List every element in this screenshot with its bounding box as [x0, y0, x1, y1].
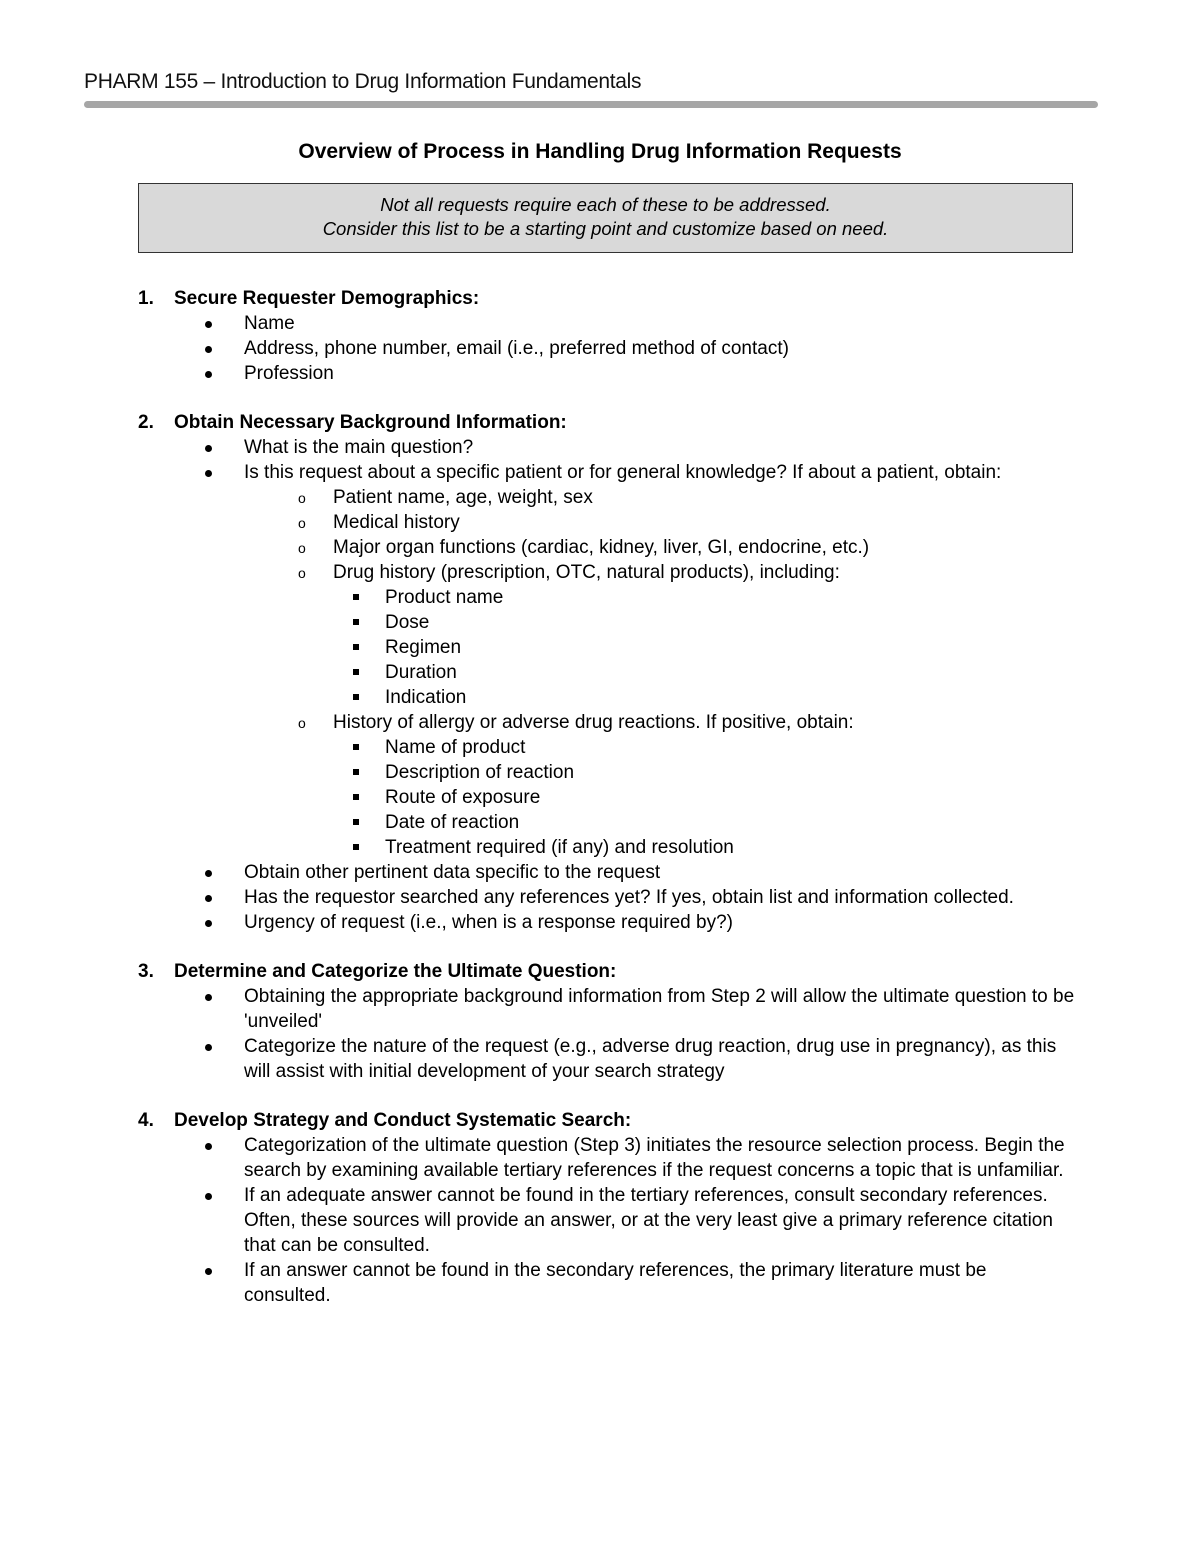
bullet-icon	[205, 1143, 212, 1150]
bullet-icon	[205, 895, 212, 902]
list-item: Categorization of the ultimate question (Step 3) initiates the resource selection process. Begin the search by examining available tertiary references if the request concerns a topic that is unfamiliar.	[138, 1133, 1078, 1183]
section-4	[138, 1108, 1078, 1308]
list-item: If an answer cannot be found in the secondary references, the primary literature must be consulted.	[138, 1258, 1078, 1308]
bullet-icon	[205, 1044, 212, 1051]
section-heading	[138, 1108, 1078, 1133]
bullet-icon	[205, 445, 212, 452]
section-heading	[138, 286, 1078, 311]
hollow-circle-bullet-icon: o	[298, 715, 306, 731]
square-bullet-icon	[353, 669, 359, 675]
section-1	[138, 286, 1078, 386]
sub-sub-list-item: Duration	[138, 660, 1078, 685]
bullet-icon	[205, 870, 212, 877]
bullet-icon	[205, 371, 212, 378]
sub-list-item: o Medical history	[138, 510, 1078, 535]
bullet-icon	[205, 920, 212, 927]
sub-sub-list-item: Route of exposure	[138, 785, 1078, 810]
list-item: Profession	[138, 361, 1078, 386]
section-number: 1.	[138, 288, 154, 309]
square-bullet-icon	[353, 844, 359, 850]
sub-sub-list-item: Dose	[138, 610, 1078, 635]
square-bullet-icon	[353, 594, 359, 600]
list-item: Categorize the nature of the request (e.g., adverse drug reaction, drug use in pregnancy), as this will assist with initial development of your search strategy	[138, 1034, 1078, 1084]
document-title: Overview of Process in Handling Drug Information Requests	[298, 140, 902, 163]
square-bullet-icon	[353, 694, 359, 700]
hollow-circle-bullet-icon: o	[298, 515, 306, 531]
section-heading	[138, 959, 1078, 984]
list-item: Name	[138, 311, 1078, 336]
square-bullet-icon	[353, 769, 359, 775]
square-bullet-icon	[353, 744, 359, 750]
square-bullet-icon	[353, 819, 359, 825]
bullet-icon	[205, 321, 212, 328]
hollow-circle-bullet-icon: o	[298, 540, 306, 556]
note-line: Not all requests require each of these to be addressed.	[380, 194, 831, 215]
course-header-title: PHARM 155 – Introduction to Drug Information Fundamentals	[84, 70, 642, 93]
sub-list-item: o Patient name, age, weight, sex	[138, 485, 1078, 510]
list-item: Address, phone number, email (i.e., preferred method of contact)	[138, 336, 1078, 361]
bullet-icon	[205, 994, 212, 1001]
section-heading-text: Develop Strategy and Conduct Systematic Search:	[174, 1110, 632, 1131]
square-bullet-icon	[353, 794, 359, 800]
list-item: If an adequate answer cannot be found in the tertiary references, consult secondary references. Often, these sources will provide an answer, or at the very least give a primary reference citation that can be consulted.	[138, 1183, 1078, 1258]
list-item: Is this request about a specific patient or for general knowledge? If about a patient, obtain: o Patient name, age, weight, sex o Medical history o Major organ functions (cardiac, kidney, liver, GI, endocrine, etc.) o Drug history (prescription, OTC, natural products), including: Product name Dose Regimen Duration Indication o History of allergy or adverse drug reactions. If positive, obtain: Name of product Description of reaction Route of exposure Date of reaction Treatment required (if any) and resolution	[138, 460, 1078, 860]
sub-sub-list-item: Indication	[138, 685, 1078, 710]
list-item: Has the requestor searched any references yet? If yes, obtain list and information collected.	[138, 885, 1078, 910]
sub-sub-list-item: Description of reaction	[138, 760, 1078, 785]
sub-list-item: o Major organ functions (cardiac, kidney, liver, GI, endocrine, etc.)	[138, 535, 1078, 560]
section-heading	[138, 410, 1078, 435]
section-number: 4.	[138, 1110, 154, 1131]
sub-sub-list-item: Date of reaction	[138, 810, 1078, 835]
section-3	[138, 959, 1078, 1084]
hollow-circle-bullet-icon: o	[298, 490, 306, 506]
sub-list-item: o History of allergy or adverse drug reactions. If positive, obtain: Name of product Description of reaction Route of exposure Date of reaction Treatment required (if any) and resolution	[138, 710, 1078, 860]
section-heading-text: Determine and Categorize the Ultimate Question:	[174, 961, 617, 982]
bullet-icon	[205, 1268, 212, 1275]
list-item: Obtain other pertinent data specific to the request	[138, 860, 1078, 885]
section-number: 2.	[138, 412, 154, 433]
hollow-circle-bullet-icon: o	[298, 565, 306, 581]
note-line: Consider this list to be a starting point and customize based on need.	[322, 218, 889, 239]
sub-sub-list-item: Treatment required (if any) and resolution	[138, 835, 1078, 860]
sub-sub-list-item: Name of product	[138, 735, 1078, 760]
bullet-icon	[205, 1193, 212, 1200]
note-box	[138, 183, 1073, 253]
header-divider	[84, 101, 1098, 108]
square-bullet-icon	[353, 619, 359, 625]
section-heading-text: Secure Requester Demographics:	[174, 288, 480, 309]
sub-sub-list-item: Product name	[138, 585, 1078, 610]
list-item: What is the main question?	[138, 435, 1078, 460]
process-list	[138, 286, 1078, 1332]
section-2	[138, 410, 1078, 935]
list-item: Obtaining the appropriate background information from Step 2 will allow the ultimate question to be 'unveiled'	[138, 984, 1078, 1034]
square-bullet-icon	[353, 644, 359, 650]
sub-list-item: o Drug history (prescription, OTC, natural products), including: Product name Dose Regimen Duration Indication	[138, 560, 1078, 710]
list-item: Urgency of request (i.e., when is a response required by?)	[138, 910, 1078, 935]
section-heading-text: Obtain Necessary Background Information:	[174, 412, 567, 433]
sub-sub-list-item: Regimen	[138, 635, 1078, 660]
section-number: 3.	[138, 961, 154, 982]
bullet-icon	[205, 346, 212, 353]
bullet-icon	[205, 470, 212, 477]
